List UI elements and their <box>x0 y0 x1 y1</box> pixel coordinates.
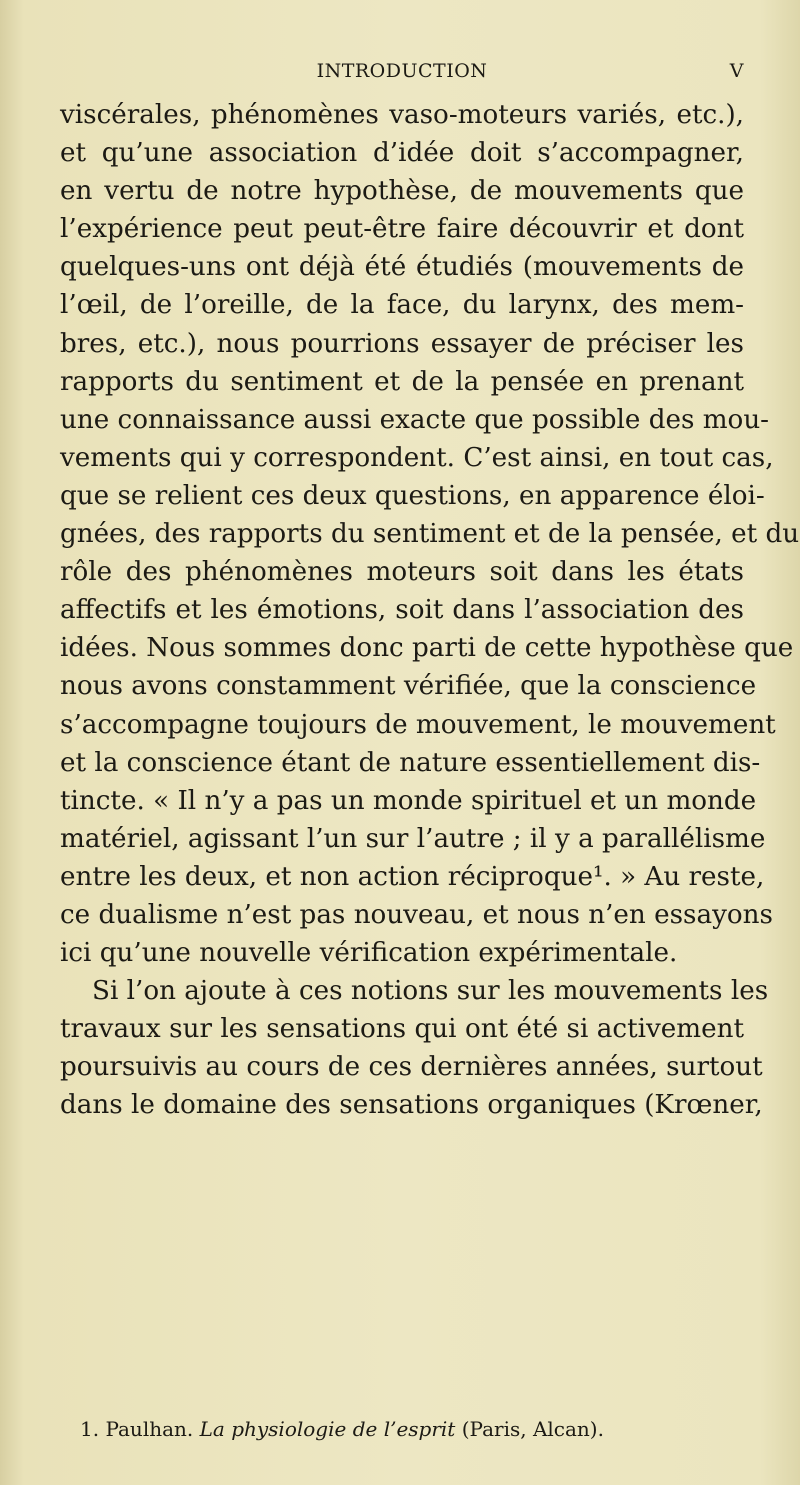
text-line: gnées, des rapports du sentiment et de la pensée, et du <box>60 519 800 550</box>
text-line: Si l’on ajoute à ces notions sur les mouvements les <box>92 976 769 1007</box>
running-title: INTRODUCTION <box>316 60 488 82</box>
page-header <box>60 60 744 88</box>
text-line: que se relient ces deux questions, en apparence éloi- <box>60 480 765 511</box>
text-line: et qu’une association d’idée doit s’accompagner, <box>60 138 744 169</box>
text-line: nous avons constamment vérifiée, que la conscience <box>60 671 757 702</box>
footnote-marker: 1. <box>80 1417 100 1441</box>
text-line: travaux sur les sensations qui ont été si activement <box>60 1014 744 1045</box>
text-line: s’accompagne toujours de mouvement, le mouvement <box>60 709 776 740</box>
body-text <box>60 96 800 1125</box>
text-line: quelques-uns ont déjà été étudiés (mouvements de <box>60 252 744 283</box>
text-line: ce dualisme n’est pas nouveau, et nous n’en essayons <box>60 899 773 930</box>
text-line: rôle des phénomènes moteurs soit dans les états <box>60 557 744 588</box>
text-line: idées. Nous sommes donc parti de cette hypothèse que <box>60 633 794 664</box>
text-line: tincte. « Il n’y a pas un monde spirituel et un monde <box>60 785 757 816</box>
text-line: dans le domaine des sensations organiques (Krœner, <box>60 1090 763 1121</box>
text-line: viscérales, phénomènes vaso-moteurs variés, etc.), <box>60 100 744 130</box>
footnote-author: Paulhan. <box>105 1417 194 1441</box>
page-number: V <box>729 60 744 82</box>
text-line: ici qu’une nouvelle vérification expérimentale. <box>60 938 678 969</box>
text-line: bres, etc.), nous pourrions essayer de préciser les <box>60 328 744 359</box>
footnote-title: La physiologie de l’esprit <box>199 1417 456 1441</box>
text-line: entre les deux, et non action réciproque¹. » Au reste, <box>60 861 765 892</box>
text-line: vements qui y correspondent. C’est ainsi, en tout cas, <box>60 442 774 473</box>
text-line: l’œil, de l’oreille, de la face, du larynx, des mem- <box>60 290 744 321</box>
text-line: matériel, agissant l’un sur l’autre ; il y a parallélisme <box>60 823 766 854</box>
footnote <box>80 1416 744 1442</box>
text-line: rapports du sentiment et de la pensée en prenant <box>60 366 744 397</box>
text-line: et la conscience étant de nature essentiellement dis- <box>60 747 761 778</box>
text-line: l’expérience peut peut-être faire découvrir et dont <box>60 214 744 245</box>
text-line: poursuivis au cours de ces dernières années, surtout <box>60 1052 763 1083</box>
text-line: affectifs et les émotions, soit dans l’association des <box>60 595 744 626</box>
text-line: une connaissance aussi exacte que possible des mou- <box>60 404 770 435</box>
footnote-publisher: (Paris, Alcan). <box>461 1417 604 1441</box>
text-line: en vertu de notre hypothèse, de mouvements que <box>60 176 744 207</box>
